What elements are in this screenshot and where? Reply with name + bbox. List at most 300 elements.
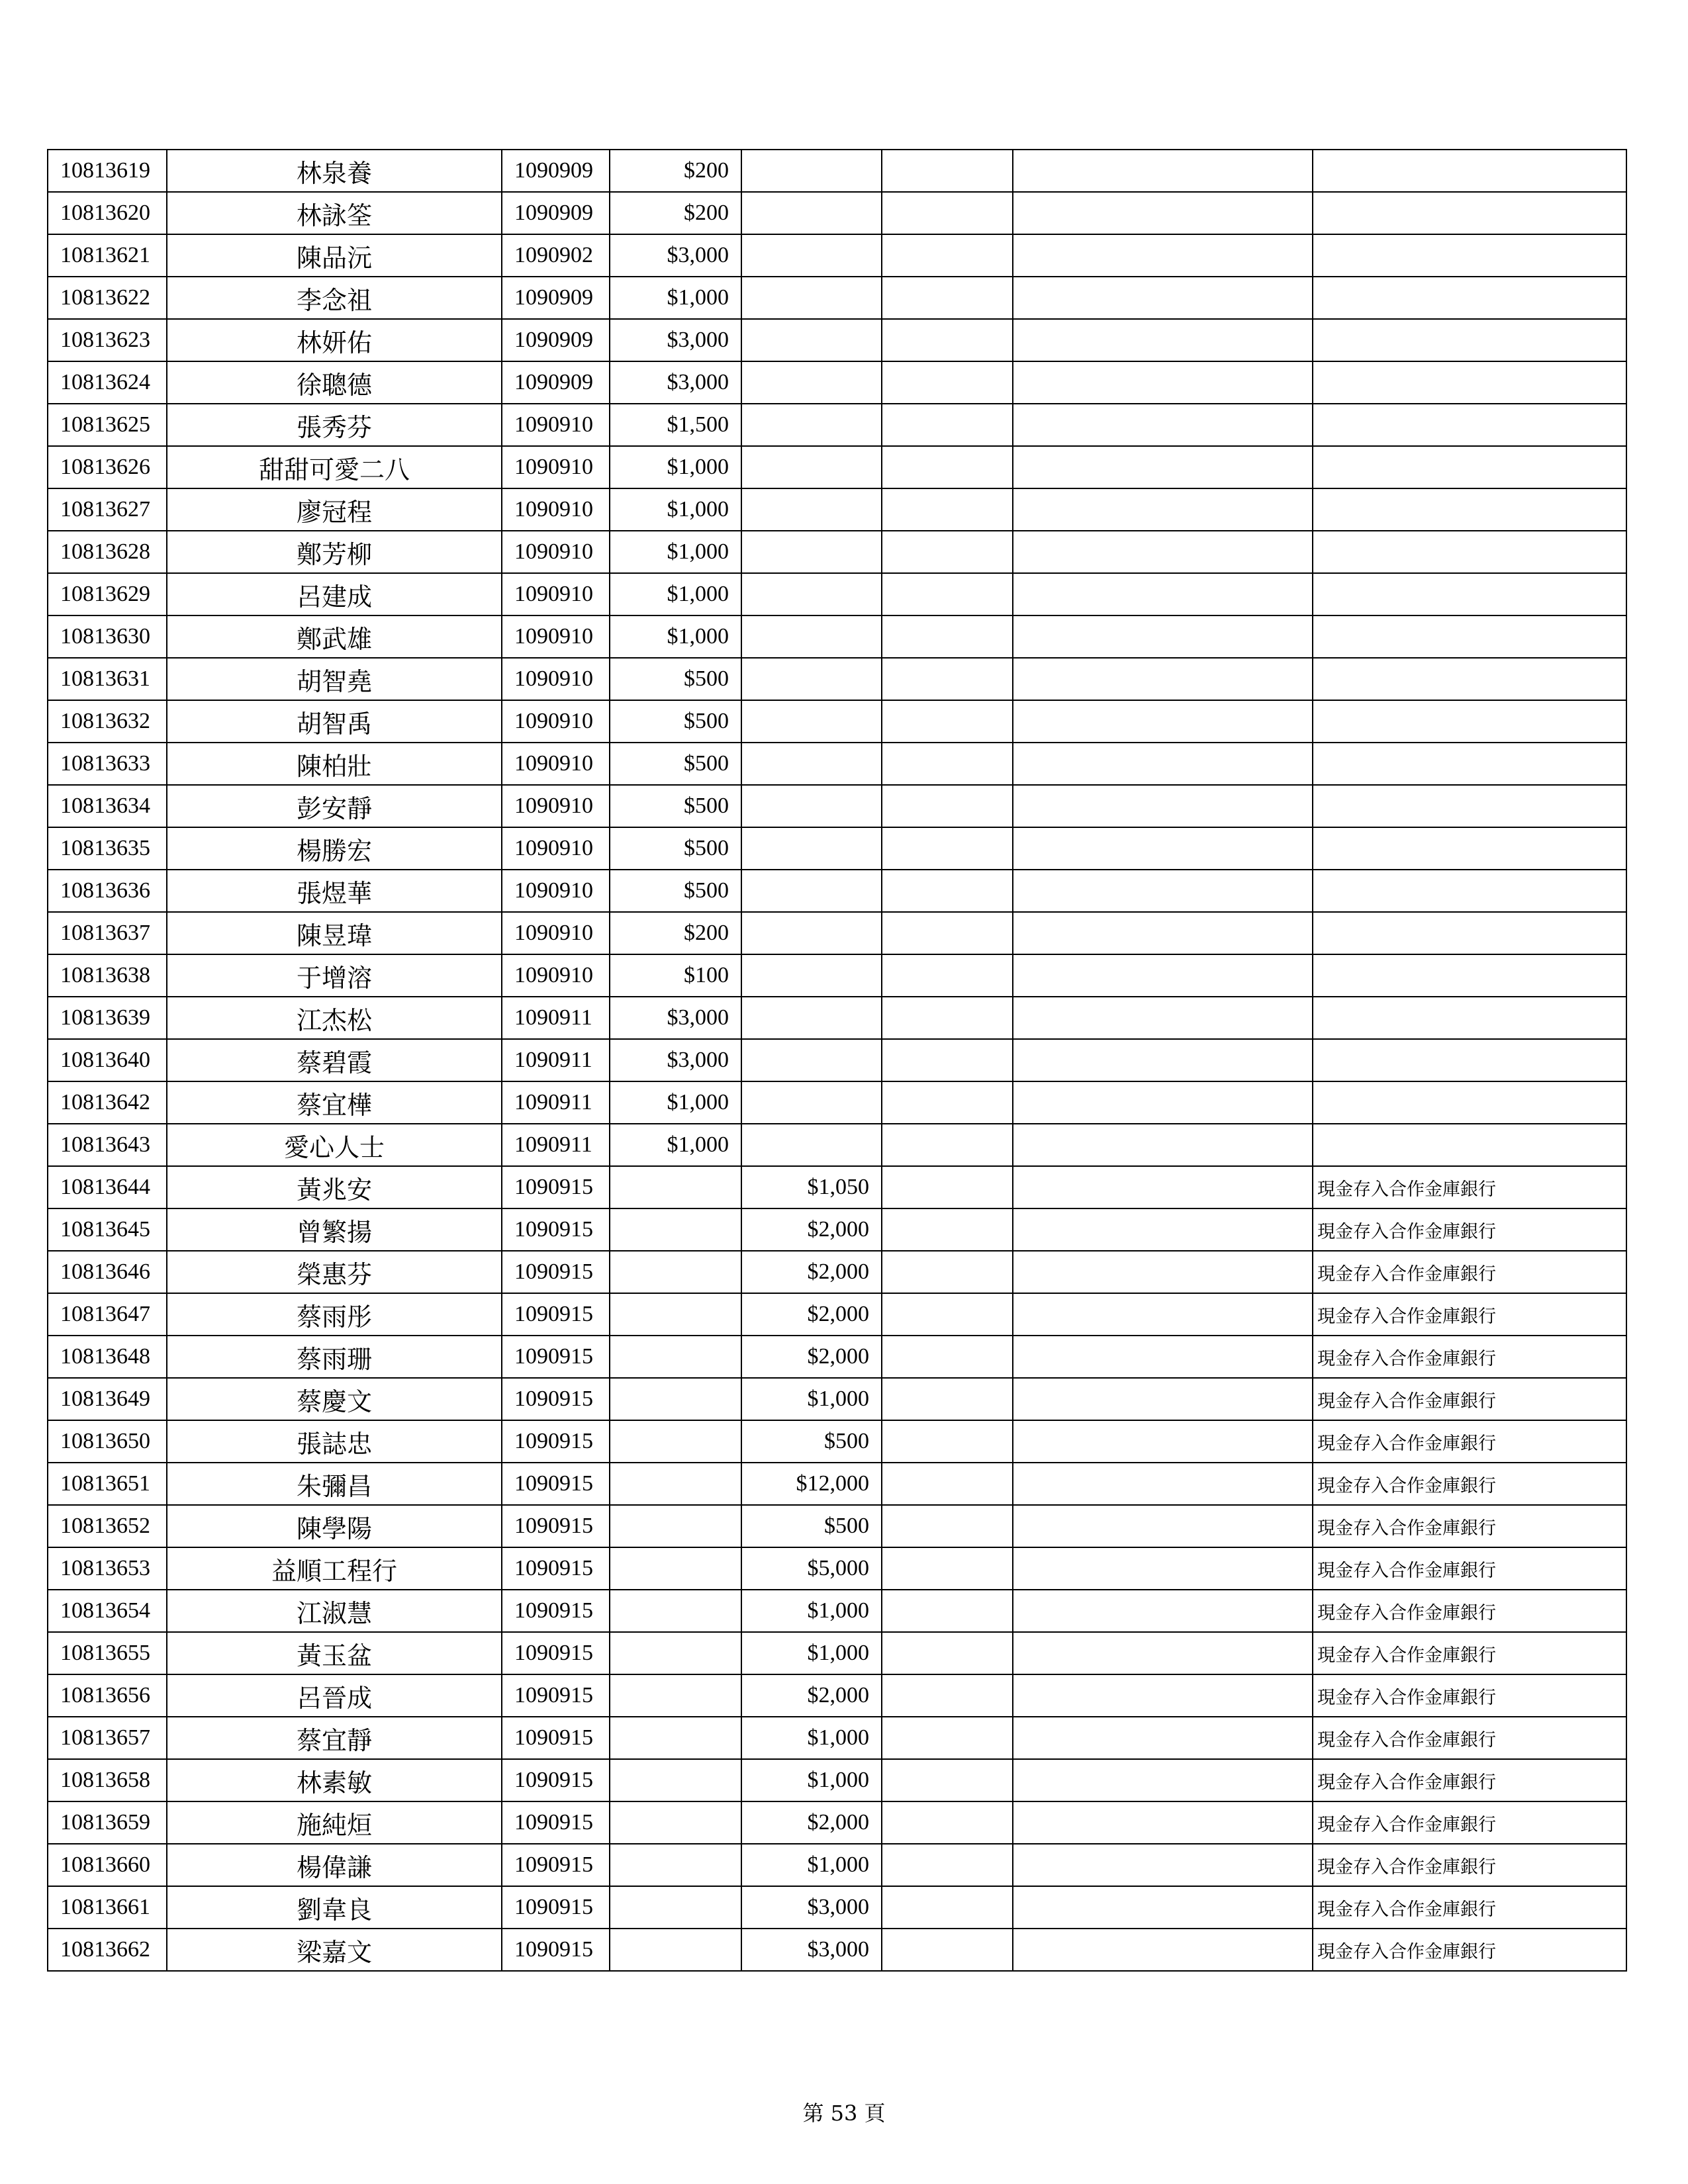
table-row: [48, 1801, 1626, 1844]
donor-name-cell: 林素敏: [167, 1759, 502, 1801]
note-cell: [1313, 700, 1626, 743]
table-row: [48, 1505, 1626, 1547]
receipt-number-cell: 10813639: [48, 997, 167, 1039]
donor-name-cell: 胡智禹: [167, 700, 502, 743]
note-cell: 現金存入合作金庫銀行: [1313, 1801, 1626, 1844]
deposit-amount-cell: [741, 573, 882, 615]
table-row: [48, 785, 1626, 827]
deposit-amount-cell: [741, 1081, 882, 1124]
empty-cell: [1013, 743, 1313, 785]
date-cell: 1090902: [502, 234, 610, 277]
receipt-number-cell: 10813624: [48, 361, 167, 404]
empty-cell: [882, 361, 1013, 404]
table-row: [48, 573, 1626, 615]
date-cell: 1090911: [502, 1081, 610, 1124]
note-cell: [1313, 361, 1626, 404]
deposit-amount-cell: $3,000: [741, 1886, 882, 1929]
donor-name-cell: 愛心人士: [167, 1124, 502, 1166]
amount-cell: [610, 1801, 741, 1844]
table-row: [48, 1886, 1626, 1929]
empty-cell: [1013, 785, 1313, 827]
donor-name-cell: 廖冠程: [167, 488, 502, 531]
table-row: [48, 1547, 1626, 1590]
date-cell: 1090915: [502, 1293, 610, 1336]
note-cell: 現金存入合作金庫銀行: [1313, 1293, 1626, 1336]
empty-cell: [882, 150, 1013, 192]
deposit-amount-cell: [741, 150, 882, 192]
amount-cell: [610, 1844, 741, 1886]
receipt-number-cell: 10813620: [48, 192, 167, 234]
date-cell: 1090910: [502, 573, 610, 615]
empty-cell: [1013, 1759, 1313, 1801]
table-row: [48, 531, 1626, 573]
date-cell: 1090910: [502, 743, 610, 785]
donor-name-cell: 楊勝宏: [167, 827, 502, 870]
receipt-number-cell: 10813627: [48, 488, 167, 531]
deposit-amount-cell: [741, 615, 882, 658]
receipt-number-cell: 10813643: [48, 1124, 167, 1166]
empty-cell: [1013, 1590, 1313, 1632]
empty-cell: [1013, 488, 1313, 531]
deposit-amount-cell: $2,000: [741, 1293, 882, 1336]
note-cell: [1313, 446, 1626, 488]
amount-cell: [610, 1293, 741, 1336]
deposit-amount-cell: [741, 827, 882, 870]
deposit-amount-cell: $3,000: [741, 1929, 882, 1971]
donor-name-cell: 梁嘉文: [167, 1929, 502, 1971]
empty-cell: [1013, 150, 1313, 192]
empty-cell: [882, 573, 1013, 615]
amount-cell: $500: [610, 827, 741, 870]
receipt-number-cell: 10813653: [48, 1547, 167, 1590]
receipt-number-cell: 10813636: [48, 870, 167, 912]
donor-name-cell: 楊偉謙: [167, 1844, 502, 1886]
receipt-number-cell: 10813621: [48, 234, 167, 277]
receipt-number-cell: 10813626: [48, 446, 167, 488]
note-cell: 現金存入合作金庫銀行: [1313, 1420, 1626, 1463]
empty-cell: [1013, 1293, 1313, 1336]
donor-name-cell: 曾繁揚: [167, 1208, 502, 1251]
date-cell: 1090915: [502, 1759, 610, 1801]
donor-name-cell: 黃兆安: [167, 1166, 502, 1208]
date-cell: 1090915: [502, 1378, 610, 1420]
empty-cell: [1013, 1674, 1313, 1717]
date-cell: 1090910: [502, 785, 610, 827]
donor-name-cell: 甜甜可愛二八: [167, 446, 502, 488]
table-row: [48, 150, 1626, 192]
empty-cell: [882, 531, 1013, 573]
deposit-amount-cell: [741, 319, 882, 361]
note-cell: [1313, 615, 1626, 658]
deposit-amount-cell: $1,000: [741, 1759, 882, 1801]
receipt-number-cell: 10813656: [48, 1674, 167, 1717]
deposit-amount-cell: $1,000: [741, 1717, 882, 1759]
donor-name-cell: 蔡宜樺: [167, 1081, 502, 1124]
date-cell: 1090910: [502, 700, 610, 743]
empty-cell: [1013, 1717, 1313, 1759]
empty-cell: [1013, 1251, 1313, 1293]
empty-cell: [882, 1717, 1013, 1759]
empty-cell: [1013, 1166, 1313, 1208]
table-row: [48, 1336, 1626, 1378]
date-cell: 1090910: [502, 912, 610, 954]
table-row: [48, 404, 1626, 446]
receipt-number-cell: 10813655: [48, 1632, 167, 1674]
donor-name-cell: 張秀芬: [167, 404, 502, 446]
note-cell: 現金存入合作金庫銀行: [1313, 1632, 1626, 1674]
amount-cell: [610, 1759, 741, 1801]
note-cell: [1313, 150, 1626, 192]
empty-cell: [1013, 1886, 1313, 1929]
donor-name-cell: 張誌忠: [167, 1420, 502, 1463]
empty-cell: [882, 954, 1013, 997]
amount-cell: $1,000: [610, 615, 741, 658]
deposit-amount-cell: [741, 488, 882, 531]
empty-cell: [882, 870, 1013, 912]
empty-cell: [882, 658, 1013, 700]
amount-cell: $1,000: [610, 1081, 741, 1124]
amount-cell: $500: [610, 785, 741, 827]
donor-name-cell: 劉韋良: [167, 1886, 502, 1929]
deposit-amount-cell: [741, 700, 882, 743]
date-cell: 1090909: [502, 319, 610, 361]
date-cell: 1090909: [502, 192, 610, 234]
table-row: [48, 1674, 1626, 1717]
table-row: [48, 488, 1626, 531]
date-cell: 1090909: [502, 277, 610, 319]
receipt-number-cell: 10813659: [48, 1801, 167, 1844]
date-cell: 1090910: [502, 404, 610, 446]
empty-cell: [1013, 912, 1313, 954]
empty-cell: [882, 1759, 1013, 1801]
date-cell: 1090910: [502, 870, 610, 912]
amount-cell: [610, 1336, 741, 1378]
deposit-amount-cell: [741, 870, 882, 912]
amount-cell: [610, 1590, 741, 1632]
table-row: [48, 361, 1626, 404]
date-cell: 1090911: [502, 1124, 610, 1166]
donor-name-cell: 施純烜: [167, 1801, 502, 1844]
empty-cell: [882, 827, 1013, 870]
empty-cell: [882, 1420, 1013, 1463]
empty-cell: [1013, 870, 1313, 912]
donor-name-cell: 林詠筌: [167, 192, 502, 234]
empty-cell: [882, 234, 1013, 277]
empty-cell: [882, 1886, 1013, 1929]
receipt-number-cell: 10813640: [48, 1039, 167, 1081]
table-row: [48, 1378, 1626, 1420]
note-cell: 現金存入合作金庫銀行: [1313, 1378, 1626, 1420]
deposit-amount-cell: $2,000: [741, 1208, 882, 1251]
receipt-number-cell: 10813619: [48, 150, 167, 192]
empty-cell: [882, 277, 1013, 319]
deposit-amount-cell: $500: [741, 1420, 882, 1463]
receipt-number-cell: 10813632: [48, 700, 167, 743]
amount-cell: $100: [610, 954, 741, 997]
page-number: 第 53 頁: [802, 2101, 886, 2126]
amount-cell: [610, 1166, 741, 1208]
date-cell: 1090915: [502, 1886, 610, 1929]
table-row: [48, 743, 1626, 785]
deposit-amount-cell: [741, 446, 882, 488]
date-cell: 1090910: [502, 531, 610, 573]
date-cell: 1090909: [502, 150, 610, 192]
donor-name-cell: 鄭芳柳: [167, 531, 502, 573]
donor-name-cell: 徐聰德: [167, 361, 502, 404]
amount-cell: $200: [610, 912, 741, 954]
empty-cell: [882, 1336, 1013, 1378]
donor-name-cell: 胡智堯: [167, 658, 502, 700]
donor-name-cell: 呂建成: [167, 573, 502, 615]
note-cell: 現金存入合作金庫銀行: [1313, 1251, 1626, 1293]
empty-cell: [882, 1081, 1013, 1124]
note-cell: 現金存入合作金庫銀行: [1313, 1717, 1626, 1759]
empty-cell: [882, 700, 1013, 743]
amount-cell: [610, 1717, 741, 1759]
donor-name-cell: 陳學陽: [167, 1505, 502, 1547]
empty-cell: [1013, 1801, 1313, 1844]
note-cell: 現金存入合作金庫銀行: [1313, 1547, 1626, 1590]
deposit-amount-cell: $12,000: [741, 1463, 882, 1505]
amount-cell: [610, 1378, 741, 1420]
empty-cell: [882, 743, 1013, 785]
note-cell: [1313, 785, 1626, 827]
empty-cell: [882, 1463, 1013, 1505]
amount-cell: [610, 1463, 741, 1505]
empty-cell: [882, 912, 1013, 954]
date-cell: 1090911: [502, 1039, 610, 1081]
table-row: [48, 277, 1626, 319]
table-row: [48, 1081, 1626, 1124]
deposit-amount-cell: [741, 404, 882, 446]
empty-cell: [1013, 1124, 1313, 1166]
empty-cell: [882, 1124, 1013, 1166]
donor-name-cell: 呂晉成: [167, 1674, 502, 1717]
empty-cell: [1013, 658, 1313, 700]
donor-name-cell: 林泉養: [167, 150, 502, 192]
donor-name-cell: 陳品沅: [167, 234, 502, 277]
amount-cell: [610, 1674, 741, 1717]
empty-cell: [1013, 827, 1313, 870]
table-row: [48, 827, 1626, 870]
amount-cell: [610, 1929, 741, 1971]
note-cell: 現金存入合作金庫銀行: [1313, 1759, 1626, 1801]
note-cell: [1313, 277, 1626, 319]
empty-cell: [1013, 1547, 1313, 1590]
empty-cell: [882, 1293, 1013, 1336]
amount-cell: [610, 1505, 741, 1547]
table-row: [48, 1420, 1626, 1463]
deposit-amount-cell: $1,000: [741, 1844, 882, 1886]
note-cell: [1313, 192, 1626, 234]
amount-cell: $500: [610, 700, 741, 743]
empty-cell: [882, 1505, 1013, 1547]
table-row: [48, 1844, 1626, 1886]
receipt-number-cell: 10813652: [48, 1505, 167, 1547]
empty-cell: [882, 319, 1013, 361]
table-row: [48, 192, 1626, 234]
amount-cell: $3,000: [610, 361, 741, 404]
empty-cell: [882, 1378, 1013, 1420]
deposit-amount-cell: [741, 234, 882, 277]
deposit-amount-cell: $1,000: [741, 1632, 882, 1674]
donor-name-cell: 蔡碧霞: [167, 1039, 502, 1081]
deposit-amount-cell: [741, 658, 882, 700]
donor-name-cell: 陳昱瑋: [167, 912, 502, 954]
donor-name-cell: 彭安靜: [167, 785, 502, 827]
date-cell: 1090915: [502, 1590, 610, 1632]
empty-cell: [1013, 1081, 1313, 1124]
amount-cell: $3,000: [610, 319, 741, 361]
deposit-amount-cell: [741, 743, 882, 785]
note-cell: 現金存入合作金庫銀行: [1313, 1590, 1626, 1632]
donor-name-cell: 張煜華: [167, 870, 502, 912]
deposit-amount-cell: $2,000: [741, 1336, 882, 1378]
empty-cell: [882, 1166, 1013, 1208]
empty-cell: [1013, 1463, 1313, 1505]
date-cell: 1090909: [502, 361, 610, 404]
empty-cell: [1013, 446, 1313, 488]
date-cell: 1090915: [502, 1632, 610, 1674]
empty-cell: [1013, 361, 1313, 404]
note-cell: [1313, 1124, 1626, 1166]
empty-cell: [882, 997, 1013, 1039]
empty-cell: [882, 1929, 1013, 1971]
note-cell: 現金存入合作金庫銀行: [1313, 1505, 1626, 1547]
amount-cell: [610, 1251, 741, 1293]
table-row: [48, 446, 1626, 488]
amount-cell: $3,000: [610, 234, 741, 277]
empty-cell: [882, 1039, 1013, 1081]
donor-name-cell: 李念祖: [167, 277, 502, 319]
table-row: [48, 319, 1626, 361]
receipt-number-cell: 10813660: [48, 1844, 167, 1886]
receipt-number-cell: 10813631: [48, 658, 167, 700]
date-cell: 1090915: [502, 1208, 610, 1251]
empty-cell: [1013, 997, 1313, 1039]
receipt-number-cell: 10813651: [48, 1463, 167, 1505]
amount-cell: $500: [610, 870, 741, 912]
amount-cell: $3,000: [610, 1039, 741, 1081]
date-cell: 1090915: [502, 1505, 610, 1547]
table-row: [48, 234, 1626, 277]
receipt-number-cell: 10813622: [48, 277, 167, 319]
deposit-amount-cell: [741, 1124, 882, 1166]
note-cell: [1313, 658, 1626, 700]
empty-cell: [882, 1208, 1013, 1251]
date-cell: 1090910: [502, 446, 610, 488]
deposit-amount-cell: [741, 954, 882, 997]
date-cell: 1090915: [502, 1251, 610, 1293]
date-cell: 1090915: [502, 1463, 610, 1505]
receipt-number-cell: 10813628: [48, 531, 167, 573]
empty-cell: [882, 1547, 1013, 1590]
empty-cell: [882, 1801, 1013, 1844]
empty-cell: [1013, 1336, 1313, 1378]
receipt-number-cell: 10813662: [48, 1929, 167, 1971]
receipt-number-cell: 10813638: [48, 954, 167, 997]
note-cell: 現金存入合作金庫銀行: [1313, 1336, 1626, 1378]
date-cell: 1090915: [502, 1674, 610, 1717]
empty-cell: [882, 192, 1013, 234]
note-cell: [1313, 870, 1626, 912]
donor-name-cell: 陳柏壯: [167, 743, 502, 785]
date-cell: 1090910: [502, 658, 610, 700]
receipt-number-cell: 10813661: [48, 1886, 167, 1929]
table-row: [48, 615, 1626, 658]
donor-name-cell: 朱彌昌: [167, 1463, 502, 1505]
receipt-number-cell: 10813644: [48, 1166, 167, 1208]
amount-cell: [610, 1208, 741, 1251]
table-row: [48, 912, 1626, 954]
deposit-amount-cell: $1,050: [741, 1166, 882, 1208]
donor-name-cell: 鄭武雄: [167, 615, 502, 658]
empty-cell: [882, 615, 1013, 658]
note-cell: [1313, 1039, 1626, 1081]
deposit-amount-cell: [741, 1039, 882, 1081]
empty-cell: [882, 1844, 1013, 1886]
empty-cell: [1013, 1929, 1313, 1971]
empty-cell: [1013, 1420, 1313, 1463]
table-row: [48, 1208, 1626, 1251]
receipt-number-cell: 10813649: [48, 1378, 167, 1420]
empty-cell: [1013, 1039, 1313, 1081]
donor-name-cell: 蔡雨彤: [167, 1293, 502, 1336]
donor-name-cell: 江杰松: [167, 997, 502, 1039]
note-cell: [1313, 573, 1626, 615]
table-row: [48, 1632, 1626, 1674]
receipt-number-cell: 10813658: [48, 1759, 167, 1801]
receipt-number-cell: 10813623: [48, 319, 167, 361]
note-cell: [1313, 912, 1626, 954]
note-cell: [1313, 1081, 1626, 1124]
receipt-number-cell: 10813654: [48, 1590, 167, 1632]
empty-cell: [1013, 404, 1313, 446]
receipt-number-cell: 10813633: [48, 743, 167, 785]
date-cell: 1090915: [502, 1547, 610, 1590]
donor-name-cell: 黃玉盆: [167, 1632, 502, 1674]
note-cell: [1313, 827, 1626, 870]
note-cell: [1313, 234, 1626, 277]
empty-cell: [1013, 615, 1313, 658]
donor-name-cell: 榮惠芬: [167, 1251, 502, 1293]
note-cell: [1313, 319, 1626, 361]
table-row: [48, 1929, 1626, 1971]
amount-cell: [610, 1632, 741, 1674]
deposit-amount-cell: $5,000: [741, 1547, 882, 1590]
empty-cell: [882, 1632, 1013, 1674]
date-cell: 1090915: [502, 1801, 610, 1844]
empty-cell: [1013, 1632, 1313, 1674]
receipt-number-cell: 10813635: [48, 827, 167, 870]
deposit-amount-cell: $2,000: [741, 1674, 882, 1717]
note-cell: [1313, 743, 1626, 785]
donor-name-cell: 蔡宜靜: [167, 1717, 502, 1759]
empty-cell: [1013, 531, 1313, 573]
empty-cell: [882, 488, 1013, 531]
deposit-amount-cell: $1,000: [741, 1378, 882, 1420]
note-cell: 現金存入合作金庫銀行: [1313, 1166, 1626, 1208]
table-row: [48, 870, 1626, 912]
table-row: [48, 1039, 1626, 1081]
donor-name-cell: 江淑慧: [167, 1590, 502, 1632]
empty-cell: [1013, 1378, 1313, 1420]
amount-cell: $200: [610, 192, 741, 234]
amount-cell: [610, 1547, 741, 1590]
receipt-number-cell: 10813646: [48, 1251, 167, 1293]
date-cell: 1090915: [502, 1166, 610, 1208]
deposit-amount-cell: [741, 997, 882, 1039]
